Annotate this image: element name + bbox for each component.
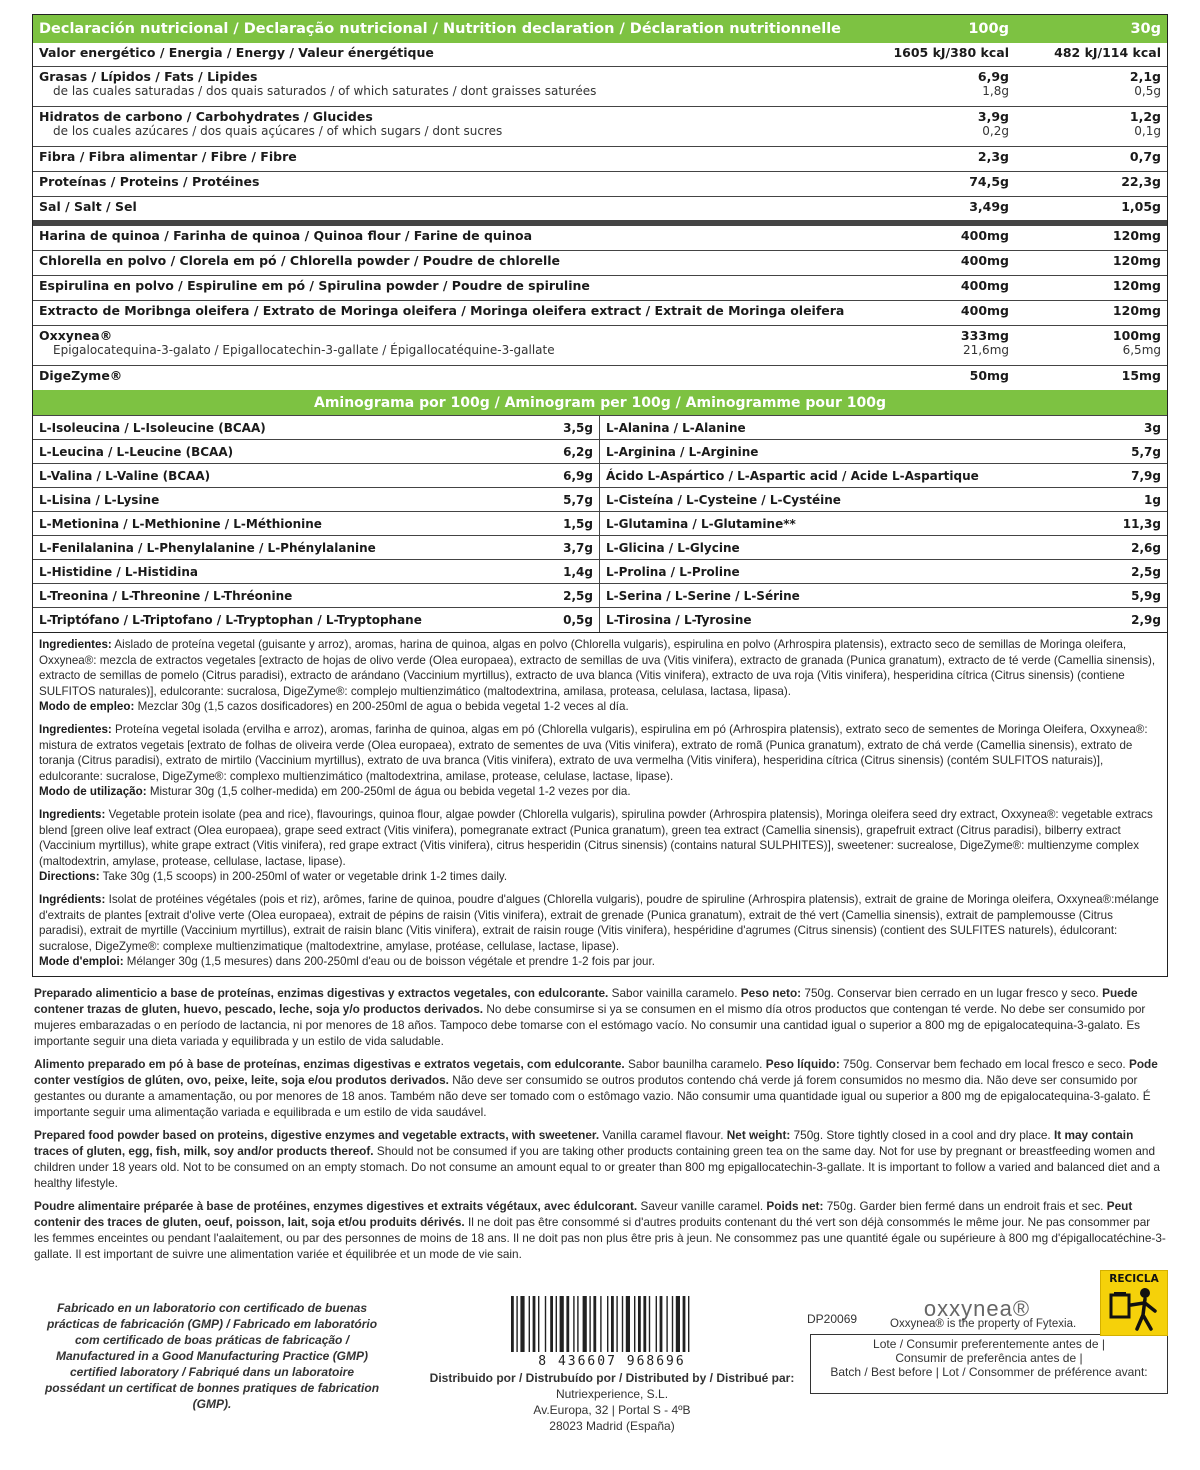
warning-fr	[34, 1198, 1166, 1262]
storage-text: 750g. Conservar bien cerrado en un lugar fresco y seco.	[801, 985, 1103, 1000]
sub-value-30g: 0,5g	[1134, 84, 1161, 98]
product-code: DP20069	[807, 1312, 858, 1326]
recycle-badge	[1100, 1270, 1168, 1336]
amino-label: L-Isoleucina / L-Isoleucine (BCAA)	[39, 421, 266, 435]
sub-value-100g: 0,2g	[982, 124, 1009, 138]
footer	[32, 1273, 1168, 1456]
ingredients-section	[32, 633, 1168, 977]
barcode-bar	[560, 1296, 564, 1352]
usage-title: Modo de empleo:	[39, 700, 135, 714]
col-100g-header: 100g	[968, 21, 1009, 37]
warning-text: Não deve ser consumido se outros produtos contendo chá verde já forem consumidos no mesmo dia. Não deve ser consumido por gestantes ou durante a amamentação, ou por menores de 18 anos. Também não deve ser tomado com o estômago vazio. Não consumir uma quantidade igual ou superior a 800 mg de epigalocatequina-3-galato. É importante seguir uma alimentação variada e equilibrada e um estilo de vida saudável.	[34, 1072, 1151, 1119]
amino-row	[600, 464, 1167, 488]
amino-value: 6,2g	[563, 445, 593, 459]
value-100g: 2,3g	[977, 149, 1009, 164]
amino-value: 5,7g	[563, 493, 593, 507]
amino-label: L-Treonina / L-Threonine / L-Thréonine	[39, 589, 293, 603]
value-100g: 3,49g	[969, 199, 1009, 214]
barcode-bar	[688, 1296, 689, 1352]
row-sublabel: de las cuales saturadas / dos quais saturados / of which saturates / dont graisses saturées	[53, 84, 597, 98]
barcode-bar	[666, 1296, 667, 1352]
warning-es	[34, 985, 1166, 1049]
amino-row	[33, 464, 599, 488]
net-weight-label: Peso líquido:	[765, 1056, 840, 1071]
sub-value-30g: 6,5mg	[1122, 343, 1161, 357]
barcode-bar	[566, 1296, 569, 1352]
allergen-text: It may contain traces of gluten, egg, fish, milk, soy and/or products thereof.	[34, 1127, 1134, 1158]
value-30g: 482 kJ/114 kcal	[1054, 45, 1161, 60]
amino-value: 7,9g	[1131, 469, 1161, 483]
barcode-bar	[643, 1296, 646, 1352]
row-label: Proteínas / Proteins / Protéines	[39, 174, 260, 189]
row-label: Sal / Salt / Sel	[39, 199, 137, 214]
value-100g: 333mg	[960, 328, 1009, 343]
ingredients-fr	[39, 892, 1161, 954]
amino-label: L-Tirosina / L-Tyrosine	[606, 613, 752, 627]
amino-row	[600, 608, 1167, 632]
lot-line: Consumir de preferência antes de |	[895, 1351, 1083, 1365]
ingredients-title: Ingredientes:	[39, 638, 112, 651]
usage-text: Mélanger 30g (1,5 mesures) dans 200-250ml d'eau ou de boisson végétale et prendre 1-2 fois par jour.	[126, 955, 655, 969]
flavour-text: Saveur vanille caramel.	[637, 1198, 767, 1213]
usage-fr	[39, 954, 1161, 970]
ingredients-pt	[39, 722, 1161, 784]
warning-text: No debe consumirse si ya se consumen en el mismo día otros productos que contengan té verde. No debe ser consumido por mujeres embarazadas o en período de lactancia, ni por menores de 18 años. Tampoco debe tomarse con el estómago vacío. No consumir una cantidad igual o superior a 800 mg de epigalocatequina-3-galato. Es importante seguir una dieta variada y equilibrada y un estilo de vida saludable.	[34, 1001, 1146, 1048]
ingredients-text: Isolat de protéines végétales (pois et riz), arômes, farine de quinoa, poudre d'algues (Chlorella vulgaris), poudre de spiruline (Arhrospira platensis), extrait de graine de Moringa oleifera, Oxxynea®:mélange d'extraits de plantes [extrait d'olive verte (Olea europaea), extrait de pépins de raisin (Vitis vinifera), extrait de grenade (Punica granatum), extrait de thé vert (Camellia sinensis), extrait de pamplemousse (Citrus paradisi), extrait de myrtille (Vaccinium myrtillus), extrait de raisin blanc (Vitis vinifera), extrait de raisin rouge (Vitis vinifera), hespéridine d'agrumes (Citrus sinensis) (contient des SULFITES naturels), édulcorant: sucralose, DigeZyme®: complexe multienzimatique (maltodextrine, amylase, protéase, cellulase, lactase, lipase).	[39, 892, 1159, 953]
amino-label: L-Glutamina / L-Glutamine**	[606, 517, 796, 531]
amino-row	[600, 536, 1167, 560]
aminogram-right-column	[600, 416, 1167, 632]
amino-label: Ácido L-Aspártico / L-Aspartic acid / Acide L-Aspartique	[606, 469, 979, 483]
barcode-bar	[520, 1296, 524, 1352]
value-30g: 120mg	[1112, 278, 1161, 293]
oxxynea-logo: oxxynea®	[923, 1296, 1031, 1321]
amino-value: 3g	[1144, 421, 1161, 435]
barcode-bar	[589, 1296, 590, 1352]
row-label: Espirulina en polvo / Espiruline em pó / Spirulina powder / Poudre de spiruline	[39, 278, 590, 293]
barcode-bar	[672, 1296, 673, 1352]
allergen-text: Pode conter vestígios de glúten, ovo, peixe, leite, soja e/ou produtos derivados.	[34, 1056, 1158, 1087]
amino-row	[33, 536, 599, 560]
flavour-text: Vanilla caramel flavour.	[599, 1127, 727, 1142]
product-description: Alimento preparado em pó à base de proteínas, enzimas digestivas e extratos vegetais, com edulcorante.	[34, 1056, 625, 1071]
aminogram-title: Aminograma por 100g / Aminogram per 100g / Aminogramme pour 100g	[33, 390, 1167, 416]
amino-label: L-Leucina / L-Leucine (BCAA)	[39, 445, 234, 459]
usage-title: Modo de utilização:	[39, 785, 147, 799]
amino-value: 11,3g	[1122, 517, 1161, 531]
barcode-bar	[683, 1296, 686, 1352]
value-30g: 1,05g	[1121, 199, 1161, 214]
usage-en	[39, 869, 1161, 885]
value-30g: 22,3g	[1121, 174, 1161, 189]
amino-value: 1,5g	[563, 517, 593, 531]
nutrition-row	[33, 43, 1167, 67]
sub-value-100g: 1,8g	[982, 84, 1009, 98]
nutrition-row	[33, 172, 1167, 197]
barcode-bar	[676, 1296, 680, 1352]
value-30g: 120mg	[1112, 228, 1161, 243]
barcode-bar	[607, 1296, 608, 1352]
value-30g: 15mg	[1121, 368, 1161, 383]
ingredients-title: Ingredientes:	[39, 722, 112, 736]
warnings-section	[32, 985, 1168, 1262]
value-100g: 74,5g	[969, 174, 1009, 189]
warning-pt	[34, 1056, 1166, 1120]
value-30g: 120mg	[1112, 253, 1161, 268]
nutrition-table	[32, 14, 1168, 633]
usage-pt	[39, 784, 1161, 800]
row-label: Valor energético / Energia / Energy / Valeur énergétique	[39, 45, 434, 60]
usage-text: Misturar 30g (1,5 colher-medida) em 200-250ml de água ou bebida vegetal 1-2 vezes por dia.	[149, 785, 631, 799]
amino-label: L-Lisina / L-Lysine	[39, 493, 160, 507]
row-label: DigeZyme®	[39, 368, 123, 383]
barcode-bar	[656, 1296, 657, 1352]
amino-label: L-Serina / L-Serine / L-Sérine	[606, 589, 800, 603]
amino-row	[600, 584, 1167, 608]
barcode-bar	[593, 1296, 596, 1352]
amino-row	[600, 416, 1167, 440]
distributor-company: Nutriexperience, S.L.	[555, 1387, 669, 1401]
row-label: Hidratos de carbono / Carbohydrates / Glucides	[39, 109, 373, 124]
nutrition-row	[33, 197, 1167, 226]
amino-label: L-Glicina / L-Glycine	[606, 541, 740, 555]
distributor-info	[412, 1370, 812, 1434]
amino-label: L-Metionina / L-Methionine / L-Méthionine	[39, 517, 322, 531]
amino-value: 2,9g	[1131, 613, 1161, 627]
gmp-statement: Fabricado en un laboratorio con certificado de buenas prácticas de fabricación (GMP) / Fabricado em laboratório com certificado de boas práticas de fabricação / Manufactured in a Good Manufacturing Practice (GMP) certified laboratory / Fabriqué dans un laboratoire possédant un certificat de bonnes pratiques de fabrication (GMP).	[44, 1301, 380, 1411]
amino-value: 1g	[1144, 493, 1161, 507]
value-100g: 400mg	[960, 303, 1009, 318]
extra-row	[33, 226, 1167, 251]
value-30g: 0,7g	[1129, 149, 1161, 164]
value-30g: 2,1g	[1129, 69, 1161, 84]
sub-value-30g: 0,1g	[1134, 124, 1161, 138]
ingredients-text: Aislado de proteína vegetal (guisante y arroz), aromas, harina de quinoa, algas en polvo (Chlorella vulgaris), espirulina en polvo (Arhrospira platensis), extracto seco de semillas de Moringa oleifera, Oxxynea®: mezcla de extractos vegetales [extracto de hojas de olivo verde (Olea europaea), extracto de semillas de uva (Vitis vinifera), extracto de granada (Punica granatum), extracto de té verde (Camellia sinensis), extracto de semillas de pomelo (Citrus paradisi), extracto de arándano (Vaccinium myrtillus), extracto de uva blanca (Vitis vinifera), extracto de uva roja (Vitis vinifera), hesperidina cítrica (Citrus sinensis) (contiene SULFITOS naturales)], edulcorante: sucralosa, DigeZyme®: complejo multienzimático (maltodextrina, amilasa, proteasa, celulasa, lactasa, lipasa).	[39, 638, 1156, 698]
row-label: Extracto de Moribnga oleifera / Extrato de Moringa oleifera / Moringa oleifera extract / Extrait de Moringa oleifera	[39, 303, 845, 318]
amino-value: 2,5g	[563, 589, 593, 603]
amino-row	[33, 560, 599, 584]
value-100g: 50mg	[969, 368, 1009, 383]
extra-row	[33, 251, 1167, 276]
extra-row	[33, 326, 1167, 366]
value-100g: 400mg	[960, 278, 1009, 293]
lot-box	[810, 1334, 1168, 1394]
extra-row	[33, 366, 1167, 390]
net-weight-label: Poids net:	[766, 1198, 824, 1213]
amino-row	[33, 584, 599, 608]
distributor-address: Av.Europa, 32 | Portal S - 4ºB	[533, 1403, 691, 1417]
amino-row	[33, 488, 599, 512]
value-100g: 6,9g	[977, 69, 1009, 84]
barcode-bar	[611, 1296, 614, 1352]
amino-label: L-Valina / L-Valine (BCAA)	[39, 469, 211, 483]
aminogram-table	[33, 416, 1167, 632]
ingredients-en	[39, 807, 1161, 869]
barcode-bar	[622, 1296, 623, 1352]
distributor-title: Distribuido por / Distrubuído por / Distributed by / Distribué par:	[429, 1371, 795, 1385]
barcode-bar	[529, 1296, 530, 1352]
amino-label: L-Cisteína / L-Cysteine / L-Cystéine	[606, 493, 841, 507]
allergen-text: Puede contener trazas de gluten, huevo, pescado, leche, soja y/o productos derivados.	[34, 985, 1138, 1016]
barcode-bar	[626, 1296, 630, 1352]
extra-row	[33, 276, 1167, 301]
allergen-text: Peut contenir des traces de gluten, oeuf, poisson, lait, soja et/ou produits dérivés.	[34, 1198, 1133, 1229]
amino-value: 2,6g	[1131, 541, 1161, 555]
row-label: Fibra / Fibra alimentar / Fibre / Fibre	[39, 149, 297, 164]
value-100g: 1605 kJ/380 kcal	[893, 45, 1009, 60]
storage-text: 750g. Store tightly closed in a cool and dry place.	[790, 1127, 1054, 1142]
amino-label: L-Alanina / L-Alanine	[606, 421, 746, 435]
ingredients-title: Ingredients:	[39, 807, 106, 821]
amino-row	[600, 512, 1167, 536]
amino-value: 5,9g	[1131, 589, 1161, 603]
ingredients-es	[39, 637, 1161, 699]
lot-line: Batch / Best before | Lot / Consommer de préférence avant:	[830, 1365, 1148, 1379]
barcode-bar	[577, 1296, 578, 1352]
amino-label: L-Fenilalanina / L-Phenylalanine / L-Phénylalanine	[39, 541, 376, 555]
value-100g: 400mg	[960, 228, 1009, 243]
nutrition-header-label: Declaración nutricional / Declaração nutricional / Nutrition declaration / Déclaration nutritionnelle	[39, 21, 842, 37]
barcode-bar	[583, 1296, 587, 1352]
barcode-bar	[516, 1296, 517, 1352]
flavour-text: Sabor vainilla caramelo.	[608, 985, 741, 1000]
row-sublabel: Epigalocatequina-3-galato / Epigallocatechin-3-gallate / Épigallocatéquine-3-gallate	[53, 343, 555, 357]
recycle-label: RECICLA	[1109, 1273, 1159, 1285]
storage-text: 750g. Conservar bem fechado em local fresco e seco.	[839, 1056, 1129, 1071]
row-label: Grasas / Lípidos / Fats / Lipides	[39, 69, 258, 84]
warning-text: Il ne doit pas être consommé si d'autres produits contenant du thé vert son déjà consommés le même jour. Ne pas consommer par les femmes enceintes ou pendant l'aalaitement, ou par des personnes de moins de 18 ans. Il ne doit pas non plus être pris à jeun. Ne consommez pas une quantité égale ou supérieure à 800 mg d'épigallocatéchine-3-gallate. Il est important de suivre une alimentation variée et équilibrée et un mode de vie sain.	[34, 1214, 1166, 1261]
amino-row	[33, 440, 599, 464]
flavour-text: Sabor baunilha caramelo.	[624, 1056, 766, 1071]
amino-value: 5,7g	[1131, 445, 1161, 459]
oxxynea-note: Oxxynea® is the property of Fytexia.	[890, 1318, 1077, 1330]
warning-en	[34, 1127, 1166, 1191]
barcode-bar	[616, 1296, 617, 1352]
barcode-bar	[638, 1296, 641, 1352]
usage-text: Mezclar 30g (1,5 cazos dosificadores) en 200-250ml de agua o bebida vegetal 1-2 veces al día.	[137, 700, 629, 714]
net-weight-label: Net weight:	[726, 1127, 791, 1142]
amino-row	[600, 440, 1167, 464]
nutrition-row	[33, 67, 1167, 107]
barcode-bar	[545, 1296, 546, 1352]
amino-label: L-Arginina / L-Arginine	[606, 445, 759, 459]
amino-value: 3,7g	[563, 541, 593, 555]
row-label: Chlorella en polvo / Clorela em pó / Chlorella powder / Poudre de chlorelle	[39, 253, 561, 268]
amino-row	[600, 560, 1167, 584]
barcode-bar	[511, 1296, 514, 1352]
barcode-bar	[573, 1296, 574, 1352]
barcode-bar	[538, 1296, 539, 1352]
amino-value: 0,5g	[563, 613, 593, 627]
warning-text: Should not be consumed if you are taking other products containing green tea on the same day. Not for use by pregnant or breastfeeding women and children under 18 years old. Not to be consumed on an empty stomach. Do not consume an amount equal to or greater than 800 mg epigallocatechin-3-gallate. It is important to follow a varied and balanced diet and a healthy lifestyle.	[34, 1143, 1160, 1190]
amino-row	[33, 416, 599, 440]
nutrition-row	[33, 147, 1167, 172]
ingredients-title: Ingrédients:	[39, 892, 106, 906]
usage-text: Take 30g (1,5 scoops) in 200-250ml of water or vegetable drink 1-2 times daily.	[102, 870, 508, 884]
value-30g: 120mg	[1112, 303, 1161, 318]
value-100g: 400mg	[960, 253, 1009, 268]
barcode-number: 8 436607 968696	[538, 1354, 686, 1369]
amino-value: 2,5g	[1131, 565, 1161, 579]
amino-label: L-Prolina / L-Proline	[606, 565, 740, 579]
sub-value-100g: 21,6mg	[962, 343, 1009, 357]
product-description: Preparado alimenticio a base de proteínas, enzimas digestivas y extractos vegetales, con edulcorante.	[34, 985, 609, 1000]
net-weight-label: Peso neto:	[740, 985, 802, 1000]
amino-label: L-Histidine / L-Histidina	[39, 565, 199, 579]
barcode-bar	[556, 1296, 557, 1352]
amino-row	[33, 512, 599, 536]
product-description: Prepared food powder based on proteins, digestive enzymes and vegetable extracts, with sweetener.	[34, 1127, 600, 1142]
extra-row	[33, 301, 1167, 326]
nutrition-row	[33, 107, 1167, 147]
barcode-bar	[533, 1296, 536, 1352]
amino-value: 1,4g	[563, 565, 593, 579]
distributor-city: 28023 Madrid (España)	[549, 1419, 675, 1433]
row-sublabel: de los cuales azúcares / dos quais açúcares / of which sugars / dont sucres	[53, 124, 503, 138]
amino-row	[600, 488, 1167, 512]
nutrition-header	[33, 15, 1167, 43]
value-30g: 1,2g	[1129, 109, 1161, 124]
barcode	[507, 1296, 717, 1356]
row-label: Harina de quinoa / Farinha de quinoa / Quinoa flour / Farine de quinoa	[39, 228, 533, 243]
usage-title: Mode d'emploi:	[39, 955, 124, 969]
aminogram-left-column	[33, 416, 600, 632]
recycle-person-icon	[1101, 1285, 1167, 1331]
col-30g-header: 30g	[1130, 21, 1161, 37]
usage-es	[39, 699, 1161, 715]
barcode-bar	[649, 1296, 650, 1352]
barcode-bar	[600, 1296, 601, 1352]
ingredients-text: Proteína vegetal isolada (ervilha e arroz), aromas, farinha de quinoa, algas em pó (Chlorella vulgaris), espirulina em pó (Arhrospira platensis), extrato seco de sementes de Moringa Oleifera, Oxxynea®: mistura de extratos vegetais [extrato de folhas de oliveira verde (Olea europaea), extrato de sementes de uva (Vitis vinifera), extrato de romã (Punica granatum), extrato de chá verde (Camellia sinensis), extrato de toranja (Citrus paradisi), extrato de mirtilo (Vaccinium myrtillus), extrato de uva branca (Vitis vinifera), extrato de uva vermelha (Vitis vinifera), hesperidina cítrica (Citrus sinensis) (contém SULFITOS naturais)], edulcorante: sucralose, DigeZyme®: complexo multienzimático (maltodextrina, amilase, protease, celulase, lactase, lipase).	[39, 722, 1148, 783]
product-description: Poudre alimentaire préparée à base de protéines, enzymes digestives et extraits végétaux, avec édulcorant.	[34, 1198, 638, 1213]
usage-title: Directions:	[39, 870, 100, 884]
amino-label: L-Triptófano / L-Triptofano / L-Tryptophan / L-Tryptophane	[39, 613, 422, 627]
barcode-bar	[634, 1296, 635, 1352]
barcode-bar	[550, 1296, 553, 1352]
lot-line: Lote / Consumir preferentemente antes de |	[873, 1337, 1105, 1351]
ingredients-text: Vegetable protein isolate (pea and rice), flavourings, quinoa flour, algae powder (Chlorella vulgaris), spirulina powder (Arhrospira platensis), Moringa oleifera seed dry extract, Oxxynea®: vegetable extracs blend [green olive leaf extract (Olea europaea), grape seed extract (Vitis vinifera), pomegranate extract (Punica granatum), green tea extract (Camellia sinensis), grapefruit extract (Citrus paradisi), bilberry extract (Vaccinium myrtillus), white grape extract (Vitis vinifera), red grape extract (Vitis vinifera), citrus hesperidin (Citrus sinensis) (contains natural SULPHITES)], sweetener: sucrealose, DigeZyme®: multienzyme complex (maltodextrin, amylase, protease, cellulase, lactase, lipase).	[39, 807, 1153, 868]
amino-value: 6,9g	[563, 469, 593, 483]
row-label: Oxxynea®	[39, 328, 113, 343]
amino-row	[33, 608, 599, 632]
value-30g: 100mg	[1112, 328, 1161, 343]
amino-value: 3,5g	[563, 421, 593, 435]
storage-text: 750g. Garder bien fermé dans un endroit frais et sec.	[823, 1198, 1107, 1213]
barcode-bar	[660, 1296, 663, 1352]
value-100g: 3,9g	[977, 109, 1009, 124]
